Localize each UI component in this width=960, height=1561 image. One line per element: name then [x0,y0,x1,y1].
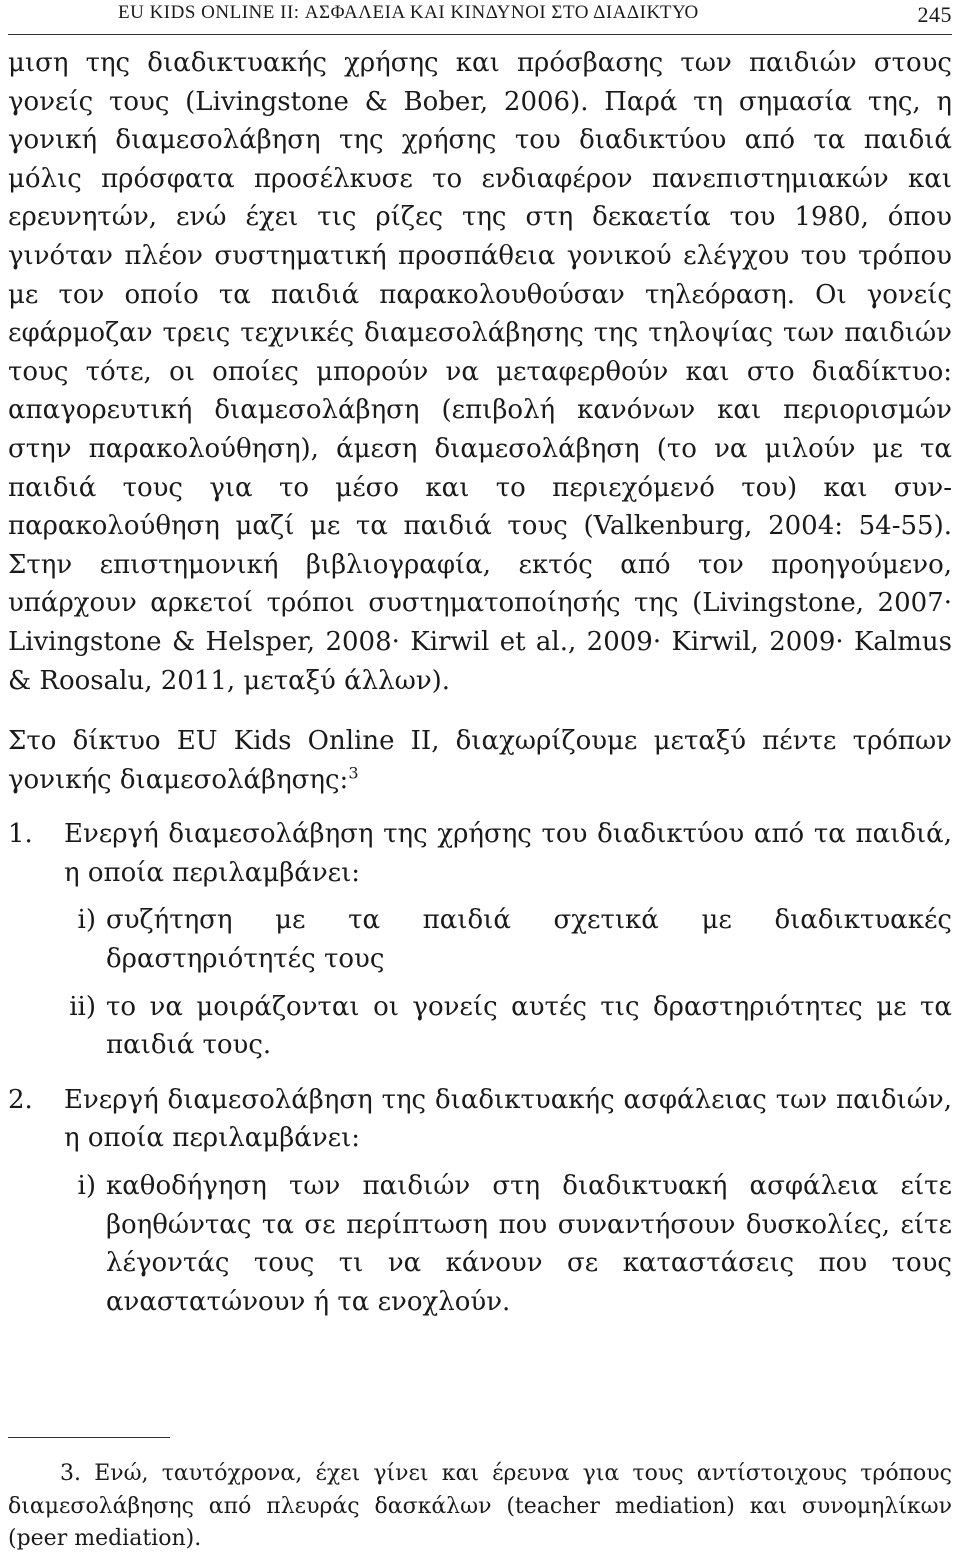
footnote-ref: 3 [348,763,359,783]
list-item-2-sub-1-text: καθοδήγηση των παιδιών στη διαδικτυακή ασφάλεια είτε βοηθώντας τα σε περίπτωση που συναντήσουν δυσκολίες, είτε λέγοντάς τους τι να κάνουν σε καταστάσεις που τους αναστατώνουν ή τα ενοχλούν. [106,1171,952,1317]
list-item-1-sub-1 [8,901,952,978]
main-text [8,44,952,1321]
list-item-2-number: 2. [8,1084,33,1115]
list-item-1-text: Ενεργή διαμεσολάβηση της χρήσης του διαδικτύου από τα παιδιά, η οποία περιλαμβάνει: [64,819,952,888]
body-paragraph-2-text: Στο δίκτυο EU Kids Online II, διαχωρίζουμε μεταξύ πέντε τρόπων γονικής διαμεσολάβησης: [8,726,952,795]
list-item-1-sub-2 [8,988,952,1065]
list-item-2 [8,1081,952,1158]
list-item-2-sub-1 [8,1167,952,1321]
footnote-text: Ενώ, ταυτόχρονα, έχει γίνει και έρευνα για τους αντίστοιχους τρόπους διαμεσολάβησης από πλευράς δασκάλων (teacher mediation) και συνομηλίκων (peer mediation). [8,1461,952,1551]
list-item-2-text: Ενεργή διαμεσολάβηση της διαδικτυακής ασφάλειας των παιδιών, η οποία περιλαμβάνει: [64,1084,952,1154]
footnote [8,1458,952,1556]
page-number: 245 [917,2,952,27]
footnote-rule [8,1437,170,1438]
list-item-1-sub-2-text: το να μοιράζονται οι γονείς αυτές τις δραστηριότητες με τα παιδιά τους. [106,991,952,1061]
list-item-1-number: 1. [8,819,33,850]
list-item-1-sub-2-number: ii) [69,991,96,1022]
running-title: EU KIDS ONLINE II: ΑΣΦΑΛΕΙΑ ΚΑΙ ΚΙΝΔΥΝΟΙ ΣΤΟ ΔΙΑΔΙΚΤΥΟ [118,2,699,23]
list-item-1-sub-1-text: συζήτηση με τα παιδιά σχετικά με διαδικτυακές δραστηριότητές τους [106,905,952,975]
body-paragraph-1: μιση της διαδικτυακής χρήσης και πρόσβασης των παιδιών στους γονείς τους (Livingstone & Bober, 2006). Παρά τη σημασία της, η γονική διαμεσολάβηση της χρήσης του διαδικτύου από τα παιδιά μόλις πρόσφατα προσέλκυσε το ενδιαφέρον πανεπιστημιακών και ερευνητών, ενώ έχει τις ρίζες της στη δεκαετία του 1980, όπου γινόταν πλέον συστηματική προσπάθεια γονικού ελέγχου του τρόπου με τον οποίο τα παιδιά παρακολουθούσαν τηλεόραση. Οι γονείς εφάρμοζαν τρεις τεχνικές διαμεσολάβησης της τηλοψίας των παιδιών τους τότε, οι οποίες μπορούν να μεταφερθούν και στο διαδίκτυο: απαγορευτική διαμεσολάβηση (επιβολή κανόνων και περιορισμών στην παρακολούθηση), άμεση διαμεσολάβηση (το να μιλούν με τα παιδιά τους για το μέσο και το περιεχόμενό του) και συν-παρακολούθηση μαζί με τα παιδιά τους (Valkenburg, 2004: 54-55). Στην επιστημονική βιβλιογραφία, εκτός από τον προηγούμενο, υπάρχουν αρκετοί τρόποι συστηματοποίησής της (Livingstone, 2007· Livingstone & Helsper, 2008· Kirwil et al., 2009· Kirwil, 2009· Kalmus & Roosalu, 2011, μεταξύ άλλων). [8,48,952,696]
footnote-number: 3. [60,1461,81,1486]
list-item-2-sub-1-number: i) [77,1171,96,1202]
header-rule [8,34,952,35]
list-item-1-sub-1-number: i) [77,905,96,936]
running-header [118,2,952,32]
body-paragraph-2 [8,722,952,799]
list-item-1 [8,815,952,892]
